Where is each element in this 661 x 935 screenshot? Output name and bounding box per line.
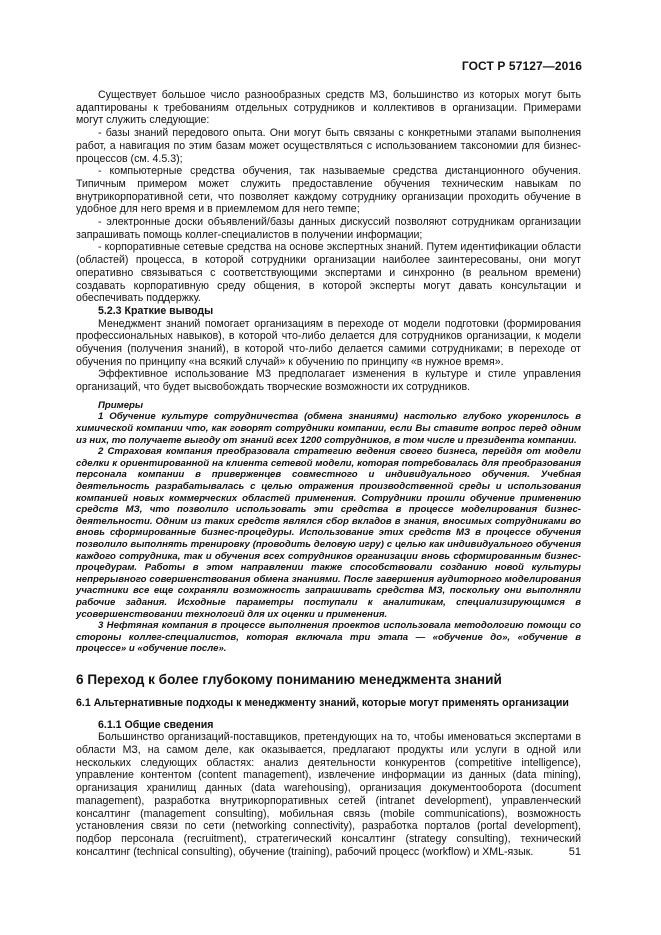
example-item: 2 Страховая компания преобразовала стратегию ведения своего бизнеса, перейдя от модели сделки к ориентированной на клиента сетевой модели, которая потребовалась для преобразования персонала компании в приверженцев совместного и индивидуального обучения. Учебная деятельность разрабатывалась с целью отражения производственной среды и использования компанией новых коммерческих областей применения. Сотрудники прошли обучение применению средств МЗ, что позволило использовать эти средства в процессе моделирования бизнес-деятельности. Одним из таких средств являлся сбор вкладов в знания, вносимых сотрудниками во вновь сформированные бизнес-процедуры. Использование этих средств МЗ в процессе обучения позволило выполнять тренировку (проводить деловую игру) с целью как индивидуального обучения каждого сотрудника, так и обучения всех сотрудников организации вновь сформированным бизнес-процедурам. Работы в этом направлении также способствовали созданию новой культуры непрерывного совершенствования обмена знаниями. После завершения аудиторного моделирования участники все еще сохраняли возможность запрашивать средства МЗ, поскольку они выполняли рабочие задания. Исходные параметры поступали к аналитикам, специализирующимся в усовершенствовании технологий для их оценки и применения. — [76, 446, 581, 620]
document-body — [76, 89, 581, 858]
standard-header: ГОСТ Р 57127—2016 — [461, 59, 582, 73]
subsection-title-6-1-1: 6.1.1 Общие сведения — [98, 718, 214, 731]
example-item: 1 Обучение культуре сотрудничества (обмена знаниями) настолько глубоко укоренилось в химической компании что, как говорят сотрудники компании, если Вы ставите вопрос перед одним из них, то получаете выгоду от знаний всех 1200 сотрудников, в том числе и президента компании. — [76, 411, 581, 446]
examples-title: Примеры — [98, 399, 144, 411]
page-number: 51 — [568, 846, 581, 858]
section-title-6: 6 Переход к более глубокому пониманию менеджмента знаний — [76, 671, 502, 687]
section-title-6-1: 6.1 Альтернативные подходы к менеджменту знаний, которые могут применять организации — [76, 696, 569, 709]
paragraph: Менеджмент знаний помогает организациям в переходе от модели подготовки (формирования профессиональных навыков), в которой что-либо делается для сотрудников организации, к модели обучения (получения знаний), в которой что-либо делается самими сотрудниками; в переходе от обучения по принципу «на всякий случай» к обучению по принципу «в нужное время». — [76, 317, 581, 368]
examples-block — [76, 400, 581, 655]
paragraph: Эффективное использование МЗ предполагает изменения в культуре и стиле управления организаций, что будет высвобождать творческие возможности их сотрудников. — [76, 368, 581, 394]
list-item: - корпоративные сетевые средства на основе экспертных знаний. Путем идентификации области (областей) процесса, в которой сотрудники организации наиболее заинтересованы, они могут оперативно связываться с соответствующими экспертами и синхронно (в реальном времени) создавать корпоративную среду общения, в которой эксперты могут давать консультации и обеспечивать поддержку. — [76, 241, 581, 305]
paragraph: Существует большое число разнообразных средств МЗ, большинство из которых могут быть адаптированы к требованиям отдельных сотрудников и коллективов в организации. Примерами могут служить следующие: — [76, 89, 581, 127]
subsection-title-5-2-3: 5.2.3 Краткие выводы — [98, 304, 214, 317]
list-item: - электронные доски объявлений/базы данных дискуссий позволяют сотрудникам организации запрашивать помощь коллег-специалистов в получении информации; — [76, 216, 581, 241]
paragraph: Большинство организаций-поставщиков, претендующих на то, чтобы именоваться экспертами в области МЗ, на самом деле, как оказывается, предлагают продукты или услуги в одной или нескольких следующих областях: анализ деятельности конкурентов (competitive intelligence), управление контентом (content management), извлечение информации из данных (data mining), организация хранилищ данных (data warehousing), организация документооборота (document management), разработка внутрикорпоративных сетей (intranet development), управленческий консалтинг (management consulting), мобильная связь (mobile communications), возможность установления связи по сети (networking connectivity), разработка порталов (portal development), подбор персонала (recruitment), стратегический консалтинг (strategy consulting), технический консалтинг (technical consulting), обучение (training), рабочий процесс (workflow) и XML-язык. — [76, 731, 581, 858]
list-item: - базы знаний передового опыта. Они могут быть связаны с конкретными этапами выполнения работ, а навигация по этим базам может осуществляться с использованием таксономии для бизнес-процессов (см. 4.5.3); — [76, 127, 581, 165]
list-item: - компьютерные средства обучения, так называемые средства дистанционного обучения. Типичным примером может служить предоставление обучения техническим навыкам по внутрикорпоративной сети, что позволяет каждому сотруднику организации проходить обучение в удобное для него время и в приемлемом для него темпе; — [76, 165, 581, 216]
example-item: 3 Нефтяная компания в процессе выполнения проектов использовала методологию помощи со стороны коллег-специалистов, которая включала три этапа — «обучение до», «обучение в процессе» и «обучение после». — [76, 620, 581, 655]
